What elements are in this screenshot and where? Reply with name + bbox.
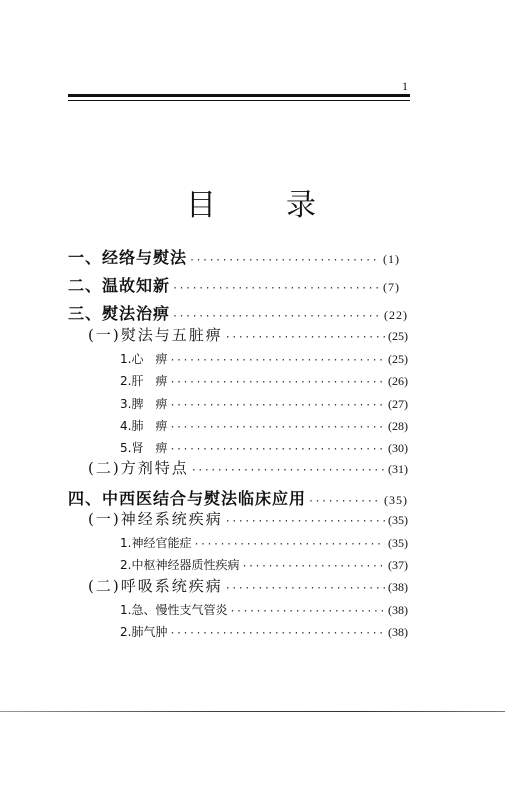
toc-entry-page: (38) [388,625,408,639]
toc-entry-label: 1.神经官能症 [120,536,192,550]
title-char-1: 目 [186,188,216,223]
toc-entry-label: 四、中西医结合与熨法临床应用 [68,489,307,508]
toc-entry[interactable] [120,556,408,573]
toc-entry[interactable] [68,301,408,324]
toc-entry-label: 3.脾 痹 [120,397,168,411]
toc-entry-label: 三、熨法治痹 [68,304,171,323]
page-number: 1 [402,79,408,93]
toc-entry[interactable] [120,417,408,434]
toc-entry-label: 一、经络与熨法 [68,248,188,267]
toc-entry[interactable] [68,245,400,268]
toc-entry-label: 5.肾 痹 [120,441,168,455]
dot-leader [193,539,385,550]
dot-leader [169,444,385,455]
toc-entry-label: 4.肺 痹 [120,419,168,433]
dot-leader [225,583,385,594]
toc-entry-label: (一)熨法与五脏痹 [88,326,223,344]
dot-leader [229,606,385,617]
toc-entry[interactable] [120,439,408,456]
dot-leader [169,628,385,639]
toc-entry-label: 2.中枢神经器质性疾病 [120,558,240,572]
toc-entry-page: (26) [388,374,408,388]
toc-entry-page: (38) [388,603,408,617]
dot-leader [169,422,385,433]
toc-entry-label: (一)神经系统疾病 [88,510,223,528]
dot-leader [169,400,385,411]
toc-entry-label: (二)方剂特点 [88,459,189,477]
toc-entry[interactable] [88,575,408,596]
toc-entry-page: (35) [388,513,408,527]
toc-entry-page: (1) [383,252,400,266]
toc-entry[interactable] [120,350,408,367]
toc-entry[interactable] [120,623,408,640]
toc-entry-label: 1.心 痹 [120,352,168,366]
dot-leader [225,516,385,527]
dot-leader [169,377,385,388]
toc-entry-label: 1.急、慢性支气管炎 [120,603,228,617]
toc-entry-page: (25) [388,352,408,366]
toc-entry-page: (7) [383,280,400,294]
toc-entry-page: (31) [388,462,408,476]
toc-entry-page: (28) [388,419,408,433]
dot-leader [191,465,385,476]
dot-leader [172,311,381,322]
toc-entry-label: 2.肺气肿 [120,625,168,639]
toc-entry-page: (38) [388,580,408,594]
toc-entry-label: 2.肝 痹 [120,374,168,388]
toc-entry-page: (37) [388,558,408,572]
toc-entry-label: (二)呼吸系统疾病 [88,577,223,595]
toc-entry[interactable] [88,508,408,529]
toc-entry-page: (22) [384,308,408,322]
toc-entry[interactable] [120,372,408,389]
toc-entry[interactable] [88,324,408,345]
toc-entry-page: (30) [388,441,408,455]
toc-entry[interactable] [68,273,400,296]
toc-entry[interactable] [68,486,408,509]
toc-entry-page: (35) [388,536,408,550]
toc-entry-label: 二、温故知新 [68,276,171,295]
dot-leader [225,332,385,343]
toc-entry[interactable] [88,457,408,478]
dot-leader [169,355,385,366]
title-char-2: 录 [286,188,316,223]
toc-entry[interactable] [120,534,408,551]
toc-entry-page: (35) [384,493,408,507]
dot-leader [172,283,380,294]
toc-entry-page: (25) [388,329,408,343]
toc-entry-page: (27) [388,397,408,411]
toc-entry[interactable] [120,395,408,412]
toc-entry[interactable] [120,601,408,618]
dot-leader [241,561,385,572]
dot-leader [189,255,380,266]
dot-leader [308,496,381,507]
footer-rule [0,711,505,712]
